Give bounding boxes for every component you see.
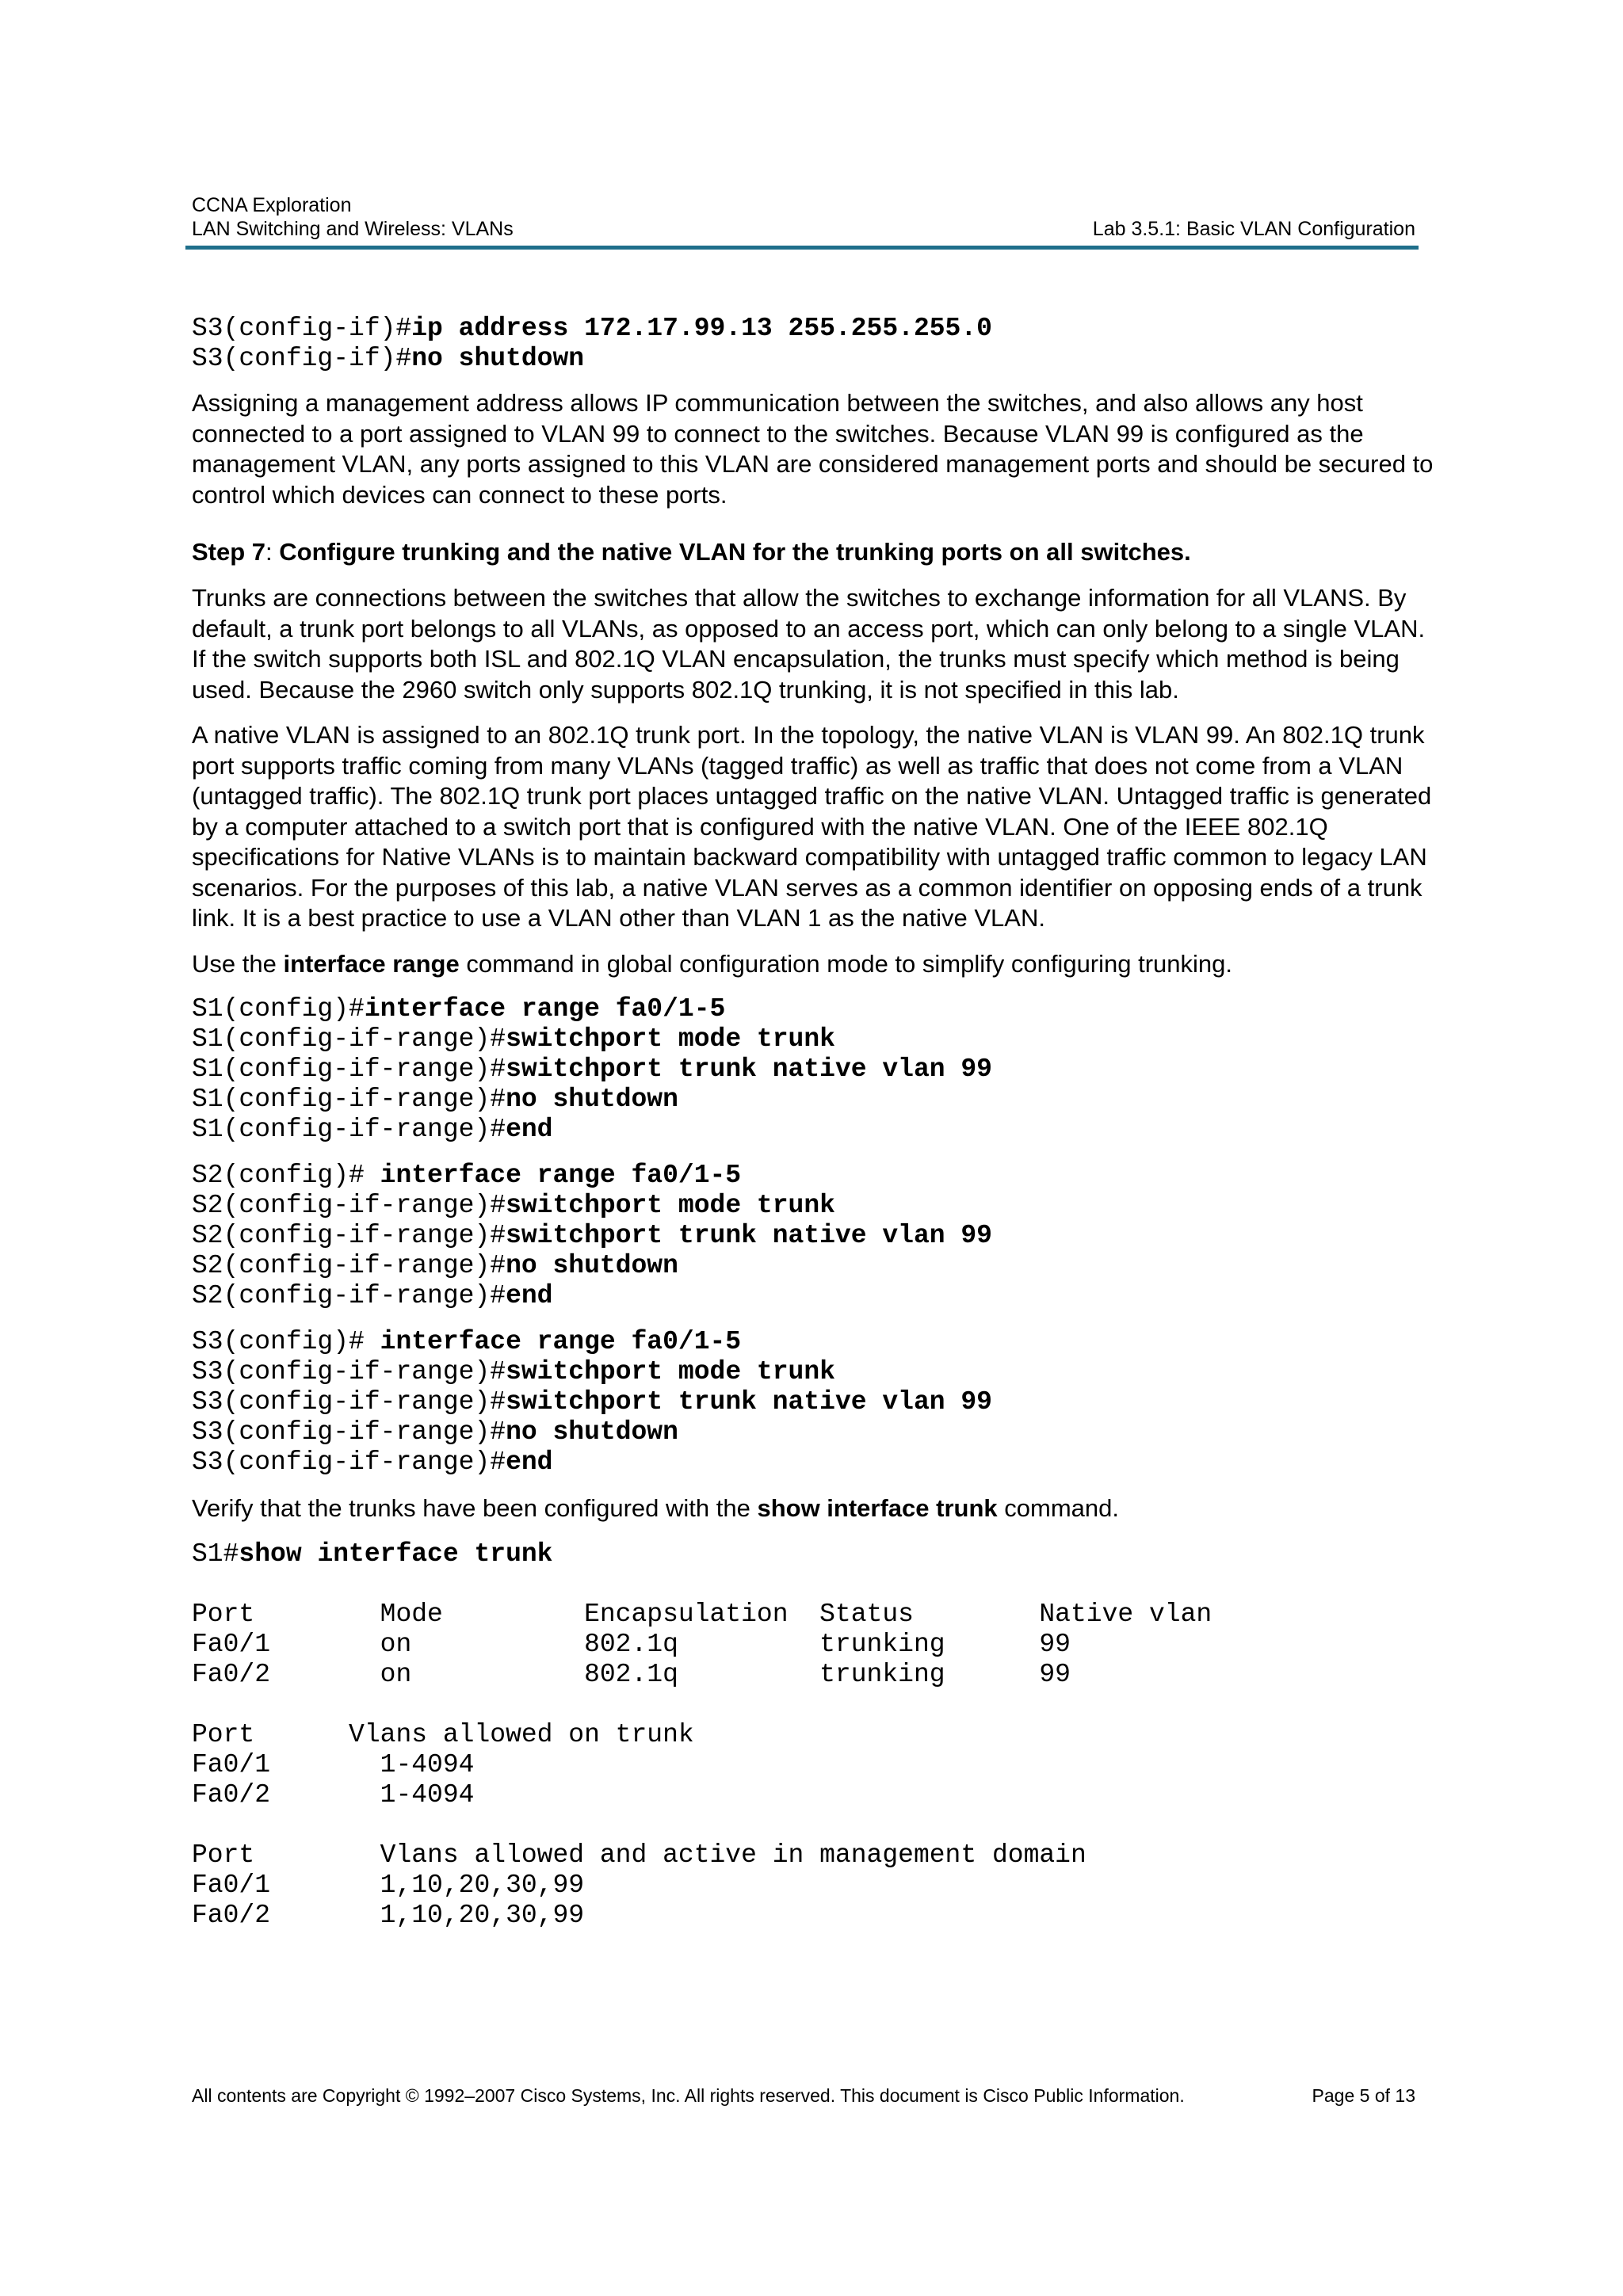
page-header [192, 193, 1415, 252]
header-lab-title: Lab 3.5.1: Basic VLAN Configuration [1092, 218, 1415, 240]
paragraph-native-vlan: A native VLAN is assigned to an 802.1Q trunk port. In the topology, the native VLAN is VLAN 99. An 802.1Q trunk port supports traffic coming from many VLANs (tagged traffic) as well as traffic that does not come from a VLAN (untagged traffic). The 802.1Q trunk port places untagged traffic on the native VLAN. Untagged traffic is generated by a computer attached to a switch port that is configured with the native VLAN. One of the IEEE 802.1Q specifications for Native VLANs is to maintain backward compatibility with untagged traffic common to legacy LAN scenarios. For the purposes of this lab, a native VLAN serves as a common identifier on opposing ends of a trunk link. It is a best practice to use a VLAN other than VLAN 1 as the native VLAN. [192, 721, 1432, 932]
code-line: S3(config-if-range)#switchport trunk native vlan 99 [192, 1387, 992, 1417]
paragraph-management-address: Assigning a management address allows IP communication between the switches, and also allows any host connected to a port assigned to VLAN 99 to connect to the switches. Because VLAN 99 is configured as the management VLAN, any ports assigned to this VLAN are considered management ports and should be secured to control which devices can connect to these ports. [192, 389, 1434, 509]
code-line: S1(config-if-range)#no shutdown [192, 1085, 678, 1114]
output-line: Fa0/2 1,10,20,30,99 [192, 1900, 585, 1930]
output-line: Fa0/1 1-4094 [192, 1749, 475, 1779]
code-line: S3(config-if-range)#no shutdown [192, 1417, 678, 1447]
code-line: S2(config-if-range)#no shutdown [192, 1251, 678, 1280]
output-line: Port Vlans allowed on trunk [192, 1719, 694, 1749]
code-line: S2(config-if-range)#switchport trunk native vlan 99 [192, 1221, 992, 1250]
header-course: CCNA Exploration [192, 194, 352, 216]
code-line: S3(config-if-range)#switchport mode trunk [192, 1357, 835, 1386]
document-body [192, 314, 1444, 1931]
code-block-s3-ip [192, 314, 1444, 374]
page-footer [192, 2084, 1415, 2107]
output-line: Fa0/1 1,10,20,30,99 [192, 1870, 585, 1900]
header-subtitle: LAN Switching and Wireless: VLANs [192, 218, 514, 240]
output-line: Fa0/1 on 802.1q trunking 99 [192, 1629, 1071, 1659]
code-line: S1(config-if-range)#switchport mode trunk [192, 1024, 835, 1054]
show-trunk-output [192, 1600, 1444, 1931]
code-line: S1(config-if-range)#end [192, 1115, 553, 1144]
footer-page-number: Page 5 of 13 [1312, 2085, 1415, 2106]
header-rule [185, 246, 1419, 250]
code-line: S3(config-if)#ip address 172.17.99.13 255.255.255.0 [192, 314, 992, 343]
code-line: S2(config)# interface range fa0/1-5 [192, 1161, 742, 1190]
code-line: S1(config-if-range)#switchport trunk native vlan 99 [192, 1055, 992, 1084]
code-line: S2(config-if-range)#switchport mode trunk [192, 1191, 835, 1220]
output-line: Port Vlans allowed and active in management domain [192, 1840, 1086, 1870]
code-line: S2(config-if-range)#end [192, 1281, 553, 1310]
code-block-s3-config [192, 1327, 1444, 1478]
code-line: S3(config)# interface range fa0/1-5 [192, 1327, 742, 1356]
code-line: S3(config-if-range)#end [192, 1447, 553, 1477]
code-show-command: S1#show interface trunk [192, 1539, 553, 1569]
paragraph-interface-range: Use the interface range command in global configuration mode to simplify configuring trunking. [192, 949, 1233, 978]
paragraph-verify: Verify that the trunks have been configured with the show interface trunk command. [192, 1494, 1119, 1522]
code-block-s1-config [192, 994, 1444, 1145]
paragraph-trunks: Trunks are connections between the switches that allow the switches to exchange information for all VLANS. By default, a trunk port belongs to all VLANs, as opposed to an access port, which can only belong to a single VLAN. If the switch supports both ISL and 802.1Q VLAN encapsulation, the trunks must specify which method is being used. Because the 2960 switch only supports 802.1Q trunking, it is not specified in this lab. [192, 584, 1426, 704]
step-7-heading: Step 7: Configure trunking and the native VLAN for the trunking ports on all switches. [192, 538, 1191, 566]
code-line: S3(config-if)#no shutdown [192, 344, 585, 373]
footer-copyright: All contents are Copyright © 1992–2007 Cisco Systems, Inc. All rights reserved. This document is Cisco Public Information. [192, 2085, 1185, 2106]
code-block-s2-config [192, 1161, 1444, 1311]
output-line: Fa0/2 1-4094 [192, 1779, 475, 1810]
code-line: S1(config)#interface range fa0/1-5 [192, 994, 726, 1024]
output-line: Fa0/2 on 802.1q trunking 99 [192, 1659, 1071, 1689]
output-line: Port Mode Encapsulation Status Native vlan [192, 1599, 1212, 1629]
